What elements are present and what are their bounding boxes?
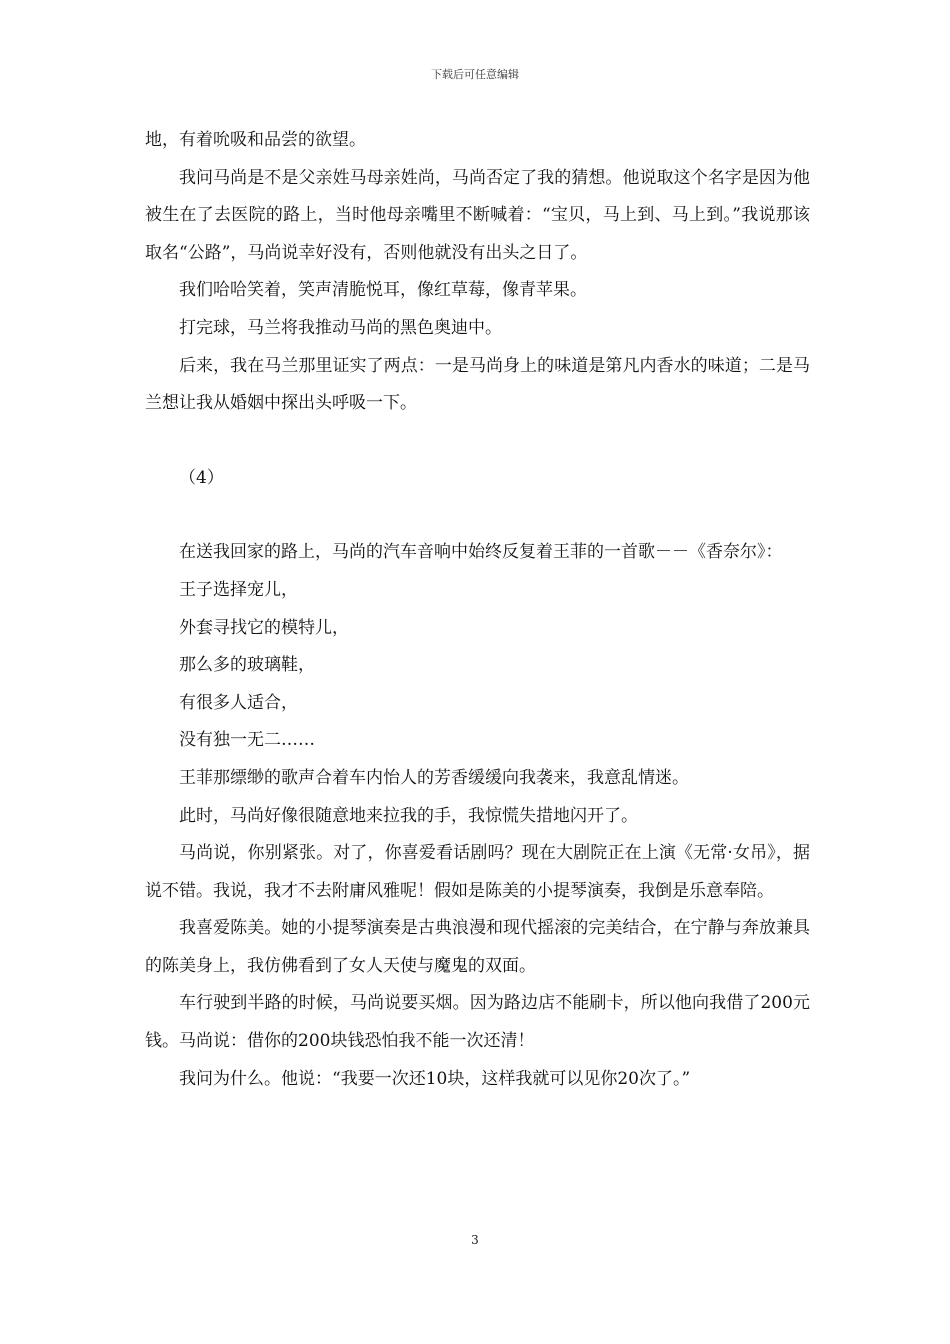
- paragraph: 王菲那缥缈的歌声合着车内怡人的芳香缓缓向我袭来，我意乱情迷。: [179, 767, 689, 788]
- page-number: 3: [471, 1233, 479, 1247]
- lyric-line: 王子选择宠儿，: [179, 579, 298, 600]
- lyric-line: 那么多的玻璃鞋，: [179, 655, 315, 676]
- paragraph: 我问为什么。他说：“我要一次还10块，这样我就可以见你20次了。”: [179, 1068, 691, 1089]
- page-header: 下载后可任意编辑: [431, 68, 519, 81]
- paragraph: 打完球，马兰将我推动马尚的黑色奥迪中。: [179, 317, 502, 338]
- paragraph: 我问马尚是不是父亲姓马母亲姓尚，马尚否定了我的猜想。他说取这个名字是因为他被生在了去医院的路上，当时他母亲嘴里不断喊着：“宝贝，马上到、马上到。”我说那该取名“公路”，马尚说幸好没有，否则他就没有出头之日了。: [145, 167, 810, 263]
- paragraph: 此时，马尚好像很随意地来拉我的手，我惊慌失措地闪开了。: [179, 805, 638, 826]
- spacer: [145, 497, 810, 534]
- paragraph: 车行驶到半路的时候，马尚说要买烟。因为路边店不能刷卡，所以他向我借了200元钱。马尚说：借你的200块钱恐怕我不能一次还清！: [145, 993, 810, 1052]
- paragraph: 地，有着吮吸和品尝的欲望。: [145, 130, 366, 150]
- paragraph: 马尚说，你别紧张。对了，你喜爱看话剧吗？现在大剧院正在上演《无常·女吊》，据说不错。我说，我才不去附庸风雅呢！假如是陈美的小提琴演奏，我倒是乐意奉陪。: [145, 843, 810, 901]
- paragraph: 我喜爱陈美。她的小提琴演奏是古典浪漫和现代摇滚的完美结合，在宁静与奔放兼具的陈美身上，我仿佛看到了女人天使与魔鬼的双面。: [145, 918, 810, 976]
- paragraph: 在送我回家的路上，马尚的汽车音响中始终反复着王菲的一首歌－－《香奈尔》：: [179, 542, 783, 563]
- paragraph: 后来，我在马兰那里证实了两点：一是马尚身上的味道是第凡内香水的味道；二是马兰想让我从婚姻中探出头呼吸一下。: [145, 355, 810, 414]
- lyric-line: 有很多人适合，: [179, 692, 298, 713]
- body-text: [145, 122, 810, 1098]
- section-label: （4）: [179, 467, 224, 488]
- lyric-line: 没有独一无二……: [179, 730, 315, 751]
- spacer: [145, 423, 810, 460]
- paragraph: 我们哈哈笑着，笑声清脆悦耳，像红草莓，像青苹果。: [179, 280, 587, 301]
- lyric-line: 外套寻找它的模特儿，: [179, 617, 349, 638]
